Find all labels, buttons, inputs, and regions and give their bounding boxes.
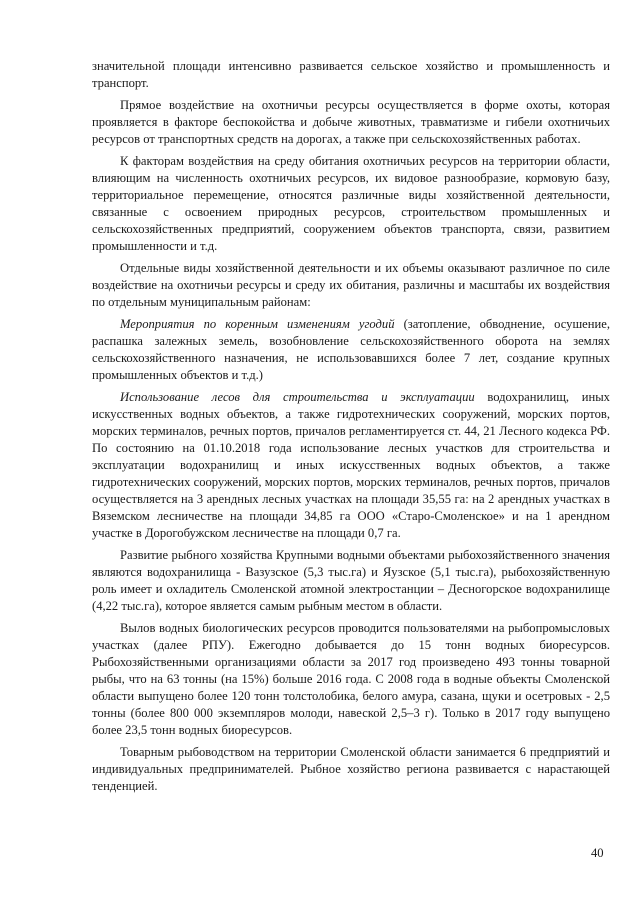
paragraph-text: К факторам воздействия на среду обитания охотничьих ресурсов на территории области, влияющим на численность охотничьих ресурсов, их видовое разнообразие, кормовую базу, территориальное перемещение, относятся различные виды хозяйственной деятельности, связанные с освоением природных ресурсов, строительством промышленных и сельскохозяйственных предприятий, сооружением объектов транспорта, связи, развитием промышленности и т.д. [92, 154, 610, 253]
paragraph-text: Вылов водных биологических ресурсов проводится пользователями на рыбопромысловых участках (далее РПУ). Ежегодно добывается до 15 тонн водных биоресурсов. Рыбохозяйственными организациями области за 2017 год произведено 493 тонны товарной рыбы, что на 63 тонны (на 15%) больше 2016 года. С 2008 года в водные объекты Смоленской области выпущено более 120 тонн толстолобика, белого амура, сазана, щуки и осетровых - 2,5 тонны (более 800 000 экземпляров молоди, навеской 2,5–3 г). Только в 2017 году выпущено более 23,5 тонн водных биоресурсов. [92, 621, 610, 737]
paragraph-text: значительной площади интенсивно развивается сельское хозяйство и промышленность и транспорт. [92, 59, 610, 90]
paragraph-4 [92, 260, 610, 311]
paragraph-5 [92, 316, 610, 384]
paragraph-text: Отдельные виды хозяйственной деятельности и их объемы оказывают различное по силе воздействие на охотничьи ресурсы и среду их обитания, различны и масштабы их воздействия по отдельным муниципальным районам: [92, 261, 610, 309]
paragraph-text: водохранилищ, иных искусственных водных объектов, а также гидротехнических сооружений, морских портов, морских терминалов, речных портов, причалов регламентируется ст. 44, 21 Лесного кодекса РФ. По состоянию на 01.10.2018 года использование лесных участков для строительства и эксплуатации водохранилищ и иных искусственных водных объектов, а также гидротехнических сооружений, морских портов, морских терминалов, речных портов, причалов осуществляется на 3 арендных лесных участках на площади 35,55 га: на 2 арендных участках в Вяземском лесничестве на площади 34,85 га ООО «Старо-Смоленское» и на 1 арендном участке в Дорогобужском лесничестве на площади 0,7 га. [92, 390, 610, 540]
paragraph-7 [92, 547, 610, 615]
paragraph-text: Развитие рыбного хозяйства Крупными водными объектами рыбохозяйственного значения являются водохранилища - Вазузское (5,3 тыс.га) и Яузское (5,1 тыс.га), рыбохозяйственную роль имеет и охладитель Смоленской атомной электростанции – Десногорское водохранилище (4,22 тыс.га), которое является самым рыбным местом в области. [92, 548, 610, 613]
paragraph-text: (затопление, обводнение, осушение, распашка залежных земель, возобновление сельскохозяйственного оборота на землях сельскохозяйственного назначения, не использовавшихся более 7 лет, создание крупных промышленных объектов и т.д.) [92, 317, 610, 382]
italic-heading: Использование лесов для строительства и эксплуатации [120, 390, 475, 404]
paragraph-8 [92, 620, 610, 739]
document-page [92, 58, 610, 795]
paragraph-text: Товарным рыбоводством на территории Смоленской области занимается 6 предприятий и индивидуальных предпринимателей. Рыбное хозяйство региона развивается с нарастающей тенденцией. [92, 745, 610, 793]
italic-heading: Мероприятия по коренным изменениям угодий [120, 317, 395, 331]
paragraph-6 [92, 389, 610, 542]
paragraph-9 [92, 744, 610, 795]
paragraph-3 [92, 153, 610, 255]
paragraph-text: Прямое воздействие на охотничьи ресурсы осуществляется в форме охоты, которая проявляется в факторе беспокойства и добыче животных, травматизме и гибели охотничьих ресурсов от транспортных средств на дорогах, а также при сельскохозяйственных работах. [92, 98, 610, 146]
paragraph-2 [92, 97, 610, 148]
paragraph-1 [92, 58, 610, 92]
page-number: 40 [591, 846, 604, 860]
